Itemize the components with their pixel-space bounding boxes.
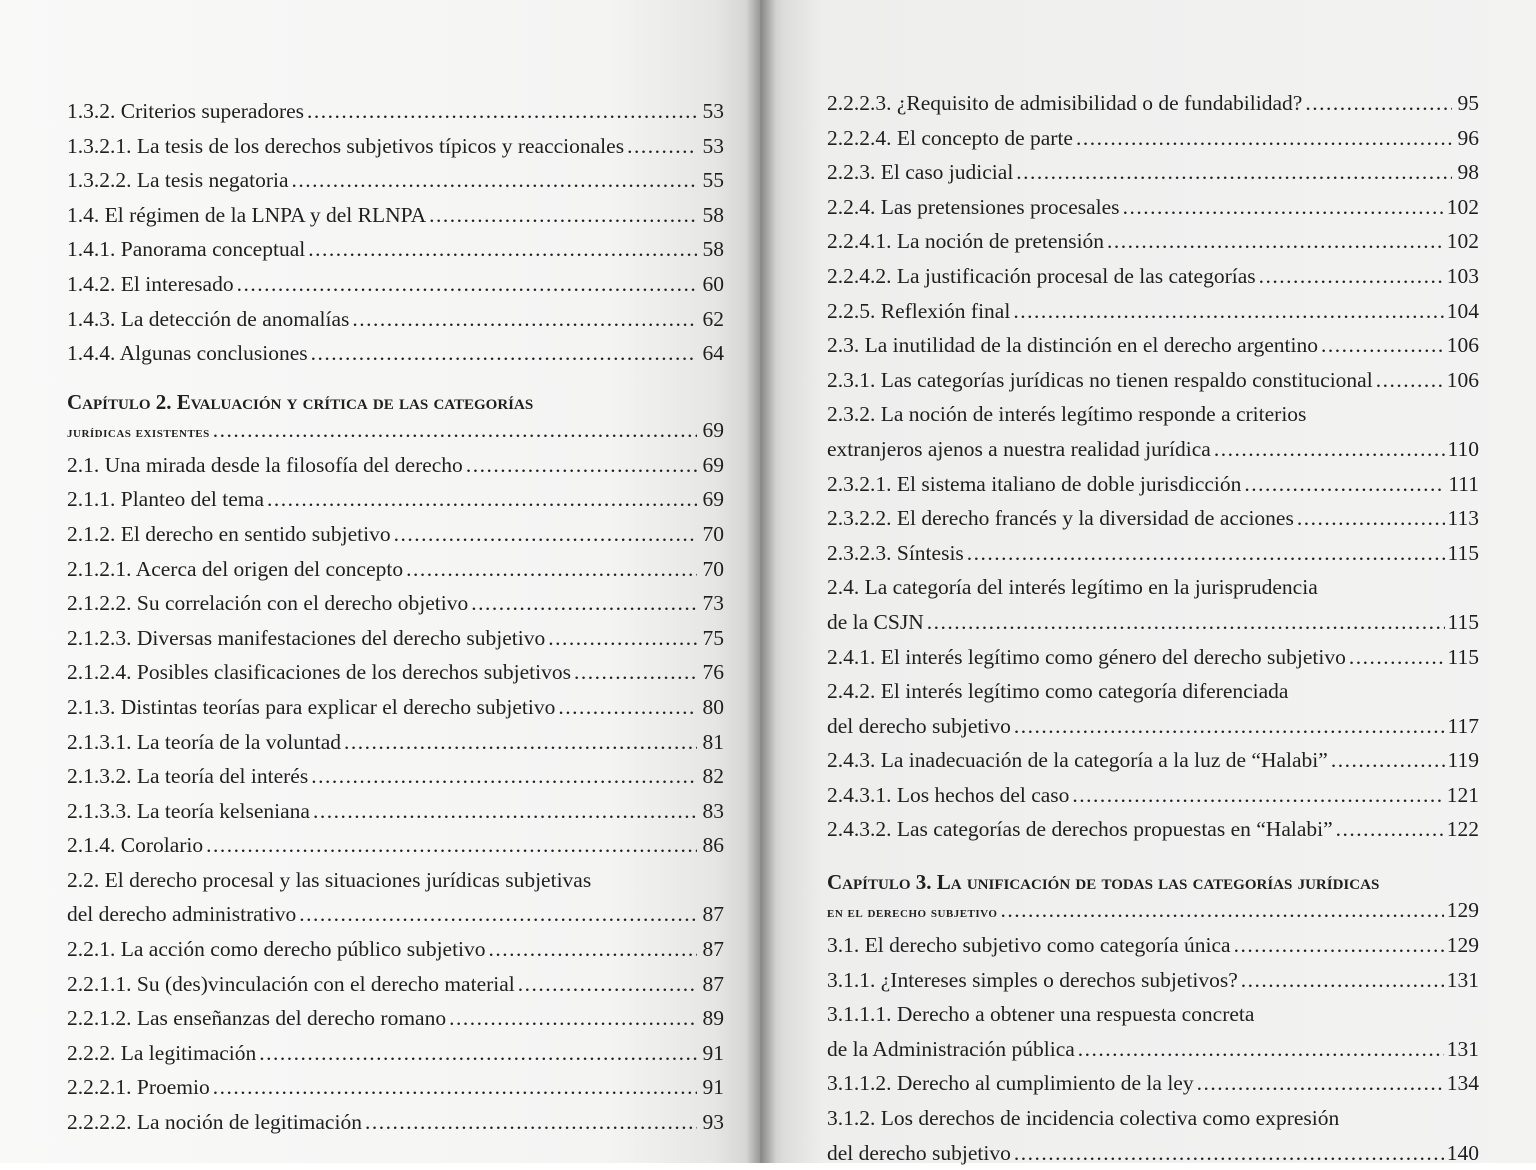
page-number: 80 bbox=[702, 694, 724, 719]
page-number: 89 bbox=[702, 1006, 724, 1031]
toc-entry: 1.4.1. Panorama conceptual ..... 58 bbox=[67, 232, 724, 267]
page-number: 64 bbox=[702, 341, 724, 366]
page-number: 119 bbox=[1447, 748, 1479, 773]
page-number: 93 bbox=[702, 1110, 724, 1135]
page-number: 117 bbox=[1447, 713, 1479, 738]
toc-entry: 2.1.2. El derecho en sentido subjetivo ..... 70 bbox=[67, 517, 724, 552]
chapter-title: Capítulo 3. La unificación de todas las categorías jurídicas bbox=[827, 870, 1380, 895]
toc-entry: 2.1.3. Distintas teorías para explicar el derecho subjetivo ..... 80 bbox=[67, 690, 724, 725]
toc-entry: 1.4.2. El interesado ..... 60 bbox=[67, 267, 724, 302]
page-number: 87 bbox=[702, 902, 724, 927]
page-number: 53 bbox=[702, 99, 724, 123]
chapter-title-cont: jurídicas existentes bbox=[67, 424, 210, 441]
toc-entry: 2.2.1.2. Las enseñanzas del derecho romano ..... 89 bbox=[67, 1001, 724, 1036]
page-number: 121 bbox=[1446, 782, 1479, 807]
toc-entry: 2.1.1. Planteo del tema ..... 69 bbox=[67, 482, 724, 517]
toc-entry: 2.3. La inutilidad de la distinción en el derecho argentino ..... 106 bbox=[827, 328, 1479, 363]
page-number: 58 bbox=[702, 237, 724, 262]
toc-entry: 2.1. Una mirada desde la filosofía del derecho ..... 69 bbox=[67, 448, 724, 483]
toc-entry-multiline: 2.3.2. La noción de interés legítimo responde a criterios extranjeros ajenos a nuestra realidad jurídica ..... 110 bbox=[827, 397, 1479, 466]
page-number: 115 bbox=[1447, 609, 1479, 634]
book-gutter-shadow bbox=[746, 0, 776, 1163]
page-number: 98 bbox=[1457, 160, 1479, 185]
page-number: 102 bbox=[1446, 194, 1479, 219]
toc-entry: 2.1.3.2. La teoría del interés ..... 82 bbox=[67, 759, 724, 794]
toc-entry: 2.2.2. La legitimación ..... 91 bbox=[67, 1036, 724, 1071]
toc-entry: 2.1.3.1. La teoría de la voluntad ..... 81 bbox=[67, 725, 724, 760]
toc-entry: 2.1.3.3. La teoría kelseniana ..... 83 bbox=[67, 794, 724, 829]
toc-entry: 2.1.2.1. Acerca del origen del concepto ..... 70 bbox=[67, 552, 724, 587]
page-number: 87 bbox=[702, 937, 724, 962]
page-number: 110 bbox=[1447, 436, 1479, 461]
page-number: 62 bbox=[702, 306, 724, 331]
toc-entry: 1.3.2. Criterios superadores ..... 53 bbox=[67, 94, 724, 129]
toc-entry: 1.3.2.1. La tesis de los derechos subjetivos típicos y reaccionales ..... 53 bbox=[67, 129, 724, 164]
left-toc bbox=[67, 94, 724, 1140]
toc-entry: 3.1.1.2. Derecho al cumplimiento de la ley ..... 134 bbox=[827, 1066, 1479, 1101]
toc-entry: 2.2.4. Las pretensiones procesales ..... 102 bbox=[827, 190, 1479, 225]
page-number: 106 bbox=[1446, 333, 1479, 358]
page-number: 129 bbox=[1446, 898, 1479, 923]
toc-entry-multiline: 2.2. El derecho procesal y las situaciones jurídicas subjetivas del derecho administrativo ..... 87 bbox=[67, 863, 724, 932]
page-number: 58 bbox=[702, 202, 724, 227]
page-number: 102 bbox=[1446, 229, 1479, 254]
chapter-heading bbox=[827, 869, 1479, 928]
page-number: 75 bbox=[702, 625, 724, 650]
toc-entry: 2.1.2.3. Diversas manifestaciones del derecho subjetivo ..... 75 bbox=[67, 621, 724, 656]
toc-entry: 2.4.1. El interés legítimo como género del derecho subjetivo ..... 115 bbox=[827, 640, 1479, 675]
toc-entry: 2.3.2.2. El derecho francés y la diversidad de acciones ..... 113 bbox=[827, 501, 1479, 536]
page-number: 122 bbox=[1446, 817, 1479, 842]
page-number: 91 bbox=[702, 1040, 724, 1065]
page-number: 131 bbox=[1446, 967, 1479, 992]
toc-entry: 2.3.2.1. El sistema italiano de doble jurisdicción ..... 111 bbox=[827, 467, 1479, 502]
page-number: 104 bbox=[1446, 298, 1479, 323]
page-number: 106 bbox=[1446, 367, 1479, 392]
page-number: 111 bbox=[1448, 471, 1479, 496]
page-number: 73 bbox=[702, 591, 724, 616]
toc-entry: 2.2.2.3. ¿Requisito de admisibilidad o de fundabilidad? ..... 95 bbox=[827, 86, 1479, 121]
toc-entry: 1.4.3. La detección de anomalías ..... 62 bbox=[67, 302, 724, 337]
right-toc bbox=[827, 86, 1479, 1170]
toc-entry-multiline: 3.1.1.1. Derecho a obtener una respuesta concreta de la Administración pública ..... 131 bbox=[827, 997, 1479, 1066]
toc-entry: 2.3.1. Las categorías jurídicas no tienen respaldo constitucional ..... 106 bbox=[827, 363, 1479, 398]
page-number: 69 bbox=[702, 487, 724, 512]
page-number: 140 bbox=[1446, 1140, 1479, 1165]
toc-entry: 2.1.4. Corolario ..... 86 bbox=[67, 828, 724, 863]
toc-entry: 2.2.1.1. Su (des)vinculación con el derecho material ..... 87 bbox=[67, 967, 724, 1002]
page-number: 134 bbox=[1446, 1071, 1479, 1096]
toc-entry-multiline: 3.1.2. Los derechos de incidencia colectiva como expresión del derecho subjetivo ..... 140 bbox=[827, 1101, 1479, 1170]
toc-entry: 2.2.4.2. La justificación procesal de las categorías ..... 103 bbox=[827, 259, 1479, 294]
toc-entry: 2.2.2.2. La noción de legitimación ..... 93 bbox=[67, 1105, 724, 1140]
page-number: 69 bbox=[702, 417, 724, 442]
toc-entry: 1.3.2.2. La tesis negatoria ..... 55 bbox=[67, 163, 724, 198]
page-number: 113 bbox=[1447, 506, 1479, 531]
page-number: 95 bbox=[1457, 91, 1479, 115]
toc-entry: 2.1.2.2. Su correlación con el derecho objetivo ..... 73 bbox=[67, 586, 724, 621]
toc-entry-multiline: 2.4. La categoría del interés legítimo en la jurisprudencia de la CSJN ..... 115 bbox=[827, 570, 1479, 639]
page-number: 96 bbox=[1457, 125, 1479, 150]
toc-entry: 1.4. El régimen de la LNPA y del RLNPA ..... 58 bbox=[67, 198, 724, 233]
page-number: 91 bbox=[702, 1075, 724, 1100]
page-number: 115 bbox=[1447, 644, 1479, 669]
page-number: 82 bbox=[702, 764, 724, 789]
page-number: 131 bbox=[1446, 1036, 1479, 1061]
toc-entry-multiline: 2.4.2. El interés legítimo como categoría diferenciada del derecho subjetivo ..... 117 bbox=[827, 674, 1479, 743]
page-number: 53 bbox=[702, 133, 724, 158]
toc-entry: 2.2.4.1. La noción de pretensión ..... 102 bbox=[827, 224, 1479, 259]
toc-entry: 2.3.2.3. Síntesis ..... 115 bbox=[827, 536, 1479, 571]
toc-entry: 2.4.3.1. Los hechos del caso ..... 121 bbox=[827, 778, 1479, 813]
toc-entry: 2.4.3. La inadecuación de la categoría a la luz de “Halabi” ..... 119 bbox=[827, 743, 1479, 778]
toc-entry: 2.2.1. La acción como derecho público subjetivo ..... 87 bbox=[67, 932, 724, 967]
chapter-heading bbox=[67, 389, 724, 448]
page-number: 115 bbox=[1447, 540, 1479, 565]
page-number: 60 bbox=[702, 271, 724, 296]
page-number: 55 bbox=[702, 168, 724, 193]
toc-entry: 3.1. El derecho subjetivo como categoría única ..... 129 bbox=[827, 928, 1479, 963]
page-number: 70 bbox=[702, 521, 724, 546]
toc-entry: 2.2.3. El caso judicial ..... 98 bbox=[827, 155, 1479, 190]
chapter-title-cont: en el derecho subjetivo bbox=[827, 905, 998, 922]
page-number: 70 bbox=[702, 556, 724, 581]
toc-entry: 2.2.2.1. Proemio ..... 91 bbox=[67, 1070, 724, 1105]
toc-entry: 1.4.4. Algunas conclusiones ..... 64 bbox=[67, 336, 724, 371]
page-number: 76 bbox=[702, 660, 724, 685]
page-number: 69 bbox=[702, 452, 724, 477]
page-number: 103 bbox=[1446, 263, 1479, 288]
page-number: 87 bbox=[702, 971, 724, 996]
toc-entry: 2.4.3.2. Las categorías de derechos propuestas en “Halabi” ..... 122 bbox=[827, 812, 1479, 847]
toc-entry: 2.2.2.4. El concepto de parte ..... 96 bbox=[827, 121, 1479, 156]
toc-entry: 2.2.5. Reflexión final ..... 104 bbox=[827, 294, 1479, 329]
page-number: 129 bbox=[1446, 933, 1479, 958]
page-number: 81 bbox=[702, 729, 724, 754]
toc-entry: 3.1.1. ¿Intereses simples o derechos subjetivos? ..... 131 bbox=[827, 963, 1479, 998]
page-number: 86 bbox=[702, 833, 724, 858]
chapter-title: Capítulo 2. Evaluación y crítica de las categorías bbox=[67, 389, 534, 414]
toc-entry: 2.1.2.4. Posibles clasificaciones de los derechos subjetivos ..... 76 bbox=[67, 655, 724, 690]
page-number: 83 bbox=[702, 798, 724, 823]
